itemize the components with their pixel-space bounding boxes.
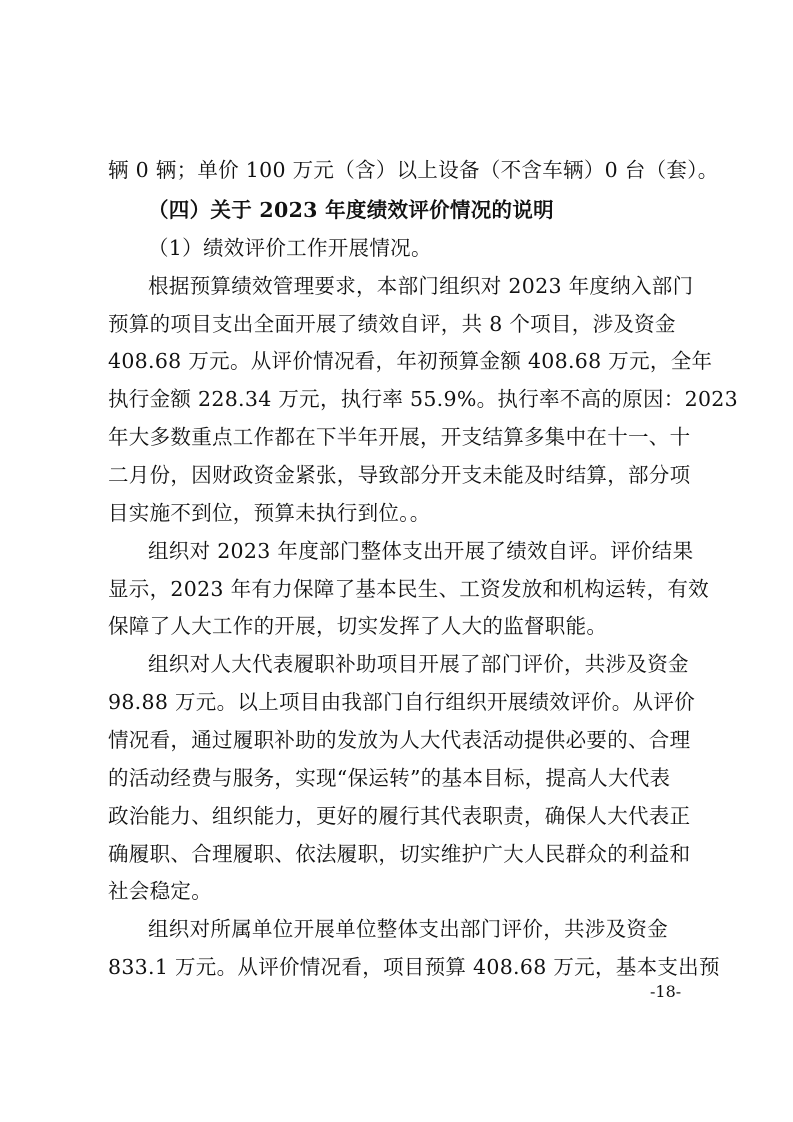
paragraph-3-line-7: 社会稳定。	[108, 879, 212, 903]
paragraph-1-line-5: 年大多数重点工作都在下半年开展，开支结算多集中在十一、十	[108, 425, 691, 449]
page-number: -18-	[650, 982, 682, 1001]
paragraph-3-line-5: 政治能力、组织能力，更好的履行其代表职责，确保人大代表正	[108, 804, 691, 828]
paragraph-2-line-1: 组织对 2023 年度部门整体支出开展了绩效自评。评价结果	[148, 539, 694, 563]
paragraph-3-line-1: 组织对人大代表履职补助项目开展了部门评价，共涉及资金	[148, 652, 689, 676]
subsection-heading: （1）绩效评价工作开展情况。	[148, 236, 432, 260]
section-heading: （四）关于 2023 年度绩效评价情况的说明	[148, 198, 554, 222]
paragraph-3-line-6: 确履职、合理履职、依法履职，切实维护广大人民群众的利益和	[108, 842, 691, 866]
paragraph-2-line-3: 保障了人大工作的开展，切实发挥了人大的监督职能。	[108, 614, 608, 638]
paragraph-2-line-2: 显示，2023 年有力保障了基本民生、工资发放和机构运转，有效	[108, 577, 709, 601]
paragraph-1-line-4: 执行金额 228.34 万元，执行率 55.9%。执行率不高的原因：2023	[108, 387, 738, 411]
paragraph-1-line-1: 根据预算绩效管理要求，本部门组织对 2023 年度纳入部门	[148, 274, 694, 298]
paragraph-4-line-1: 组织对所属单位开展单位整体支出部门评价，共涉及资金	[148, 917, 668, 941]
paragraph-1-line-6: 二月份，因财政资金紧张，导致部分开支未能及时结算，部分项	[108, 463, 691, 487]
paragraph-3-line-2: 98.88 万元。以上项目由我部门自行组织开展绩效评价。从评价	[108, 690, 696, 714]
paragraph-1-line-3: 408.68 万元。从评价情况看，年初预算金额 408.68 万元，全年	[108, 349, 713, 373]
text-line-1: 辆 0 辆；单价 100 万元（含）以上设备（不含车辆）0 台（套）。	[108, 158, 719, 182]
paragraph-1-line-2: 预算的项目支出全面开展了绩效自评，共 8 个项目，涉及资金	[108, 312, 676, 336]
paragraph-4-line-2: 833.1 万元。从评价情况看，项目预算 408.68 万元，基本支出预	[108, 955, 720, 979]
paragraph-3-line-4: 的活动经费与服务，实现“保运转”的基本目标，提高人大代表	[108, 766, 671, 790]
paragraph-3-line-3: 情况看，通过履职补助的发放为人大代表活动提供必要的、合理	[108, 728, 691, 752]
paragraph-1-line-7: 目实施不到位，预算未执行到位。。	[108, 501, 431, 525]
